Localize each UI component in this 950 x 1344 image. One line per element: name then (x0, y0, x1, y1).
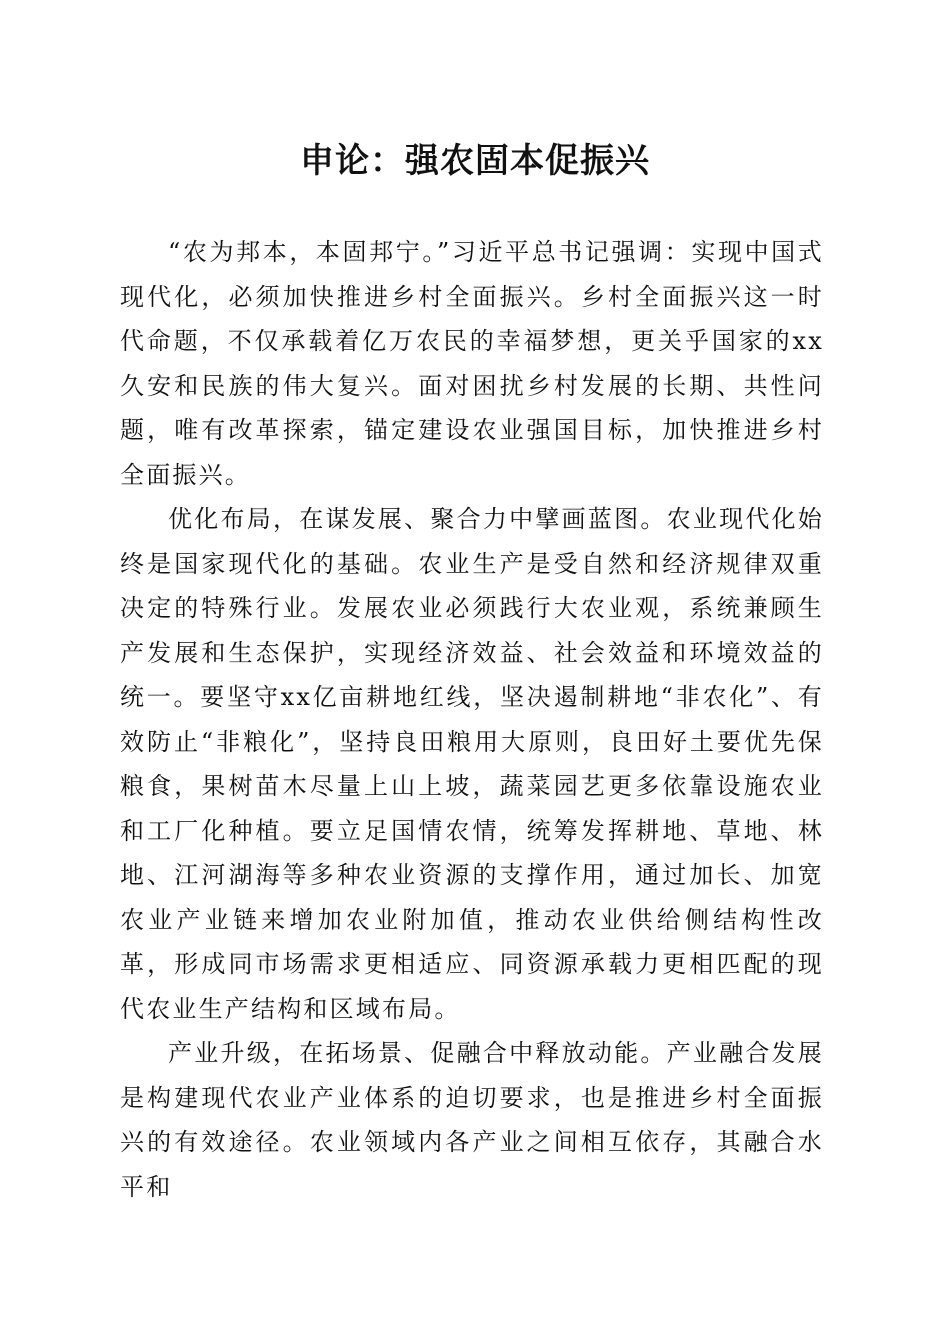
paragraph-industry: 产业升级，在拓场景、促融合中释放动能。产业融合发展是构建现代农业产业体系的迫切要求，也是推进乡村全面振兴的有效途径。农业领域内各产业之间相互依存，其融合水平和 (120, 1039, 824, 1201)
document-body (120, 230, 824, 1209)
paragraph-intro: “农为邦本，本固邦宁。”习近平总书记强调：实现中国式现代化，必须加快推进乡村全面振兴。乡村全面振兴这一时代命题，不仅承载着亿万农民的幸福梦想，更关乎国家的xx久安和民族的伟大复兴。面对困扰乡村发展的长期、共性问题，唯有改革探索，锚定建设农业强国目标，加快推进乡村全面振兴。 (120, 238, 824, 489)
document-title: 申论：强农固本促振兴 (300, 141, 650, 181)
paragraph-layout: 优化布局，在谋发展、聚合力中擘画蓝图。农业现代化始终是国家现代化的基础。农业生产是受自然和经济规律双重决定的特殊行业。发展农业必须践行大农业观，系统兼顾生产发展和生态保护，实现经济效益、社会效益和环境效益的统一。要坚守xx亿亩耕地红线，坚决遏制耕地“非农化”、有效防止“非粮化”，坚持良田粮用大原则，良田好土要优先保粮食，果树苗木尽量上山上坡，蔬菜园艺更多依靠设施农业和工厂化种植。要立足国情农情，统筹发挥耕地、草地、林地、江河湖海等多种农业资源的支撑作用，通过加长、加宽农业产业链来增加农业附加值，推动农业供给侧结构性改革，形成同市场需求更相适应、同资源承载力更相匹配的现代农业生产结构和区域布局。 (120, 505, 824, 1023)
